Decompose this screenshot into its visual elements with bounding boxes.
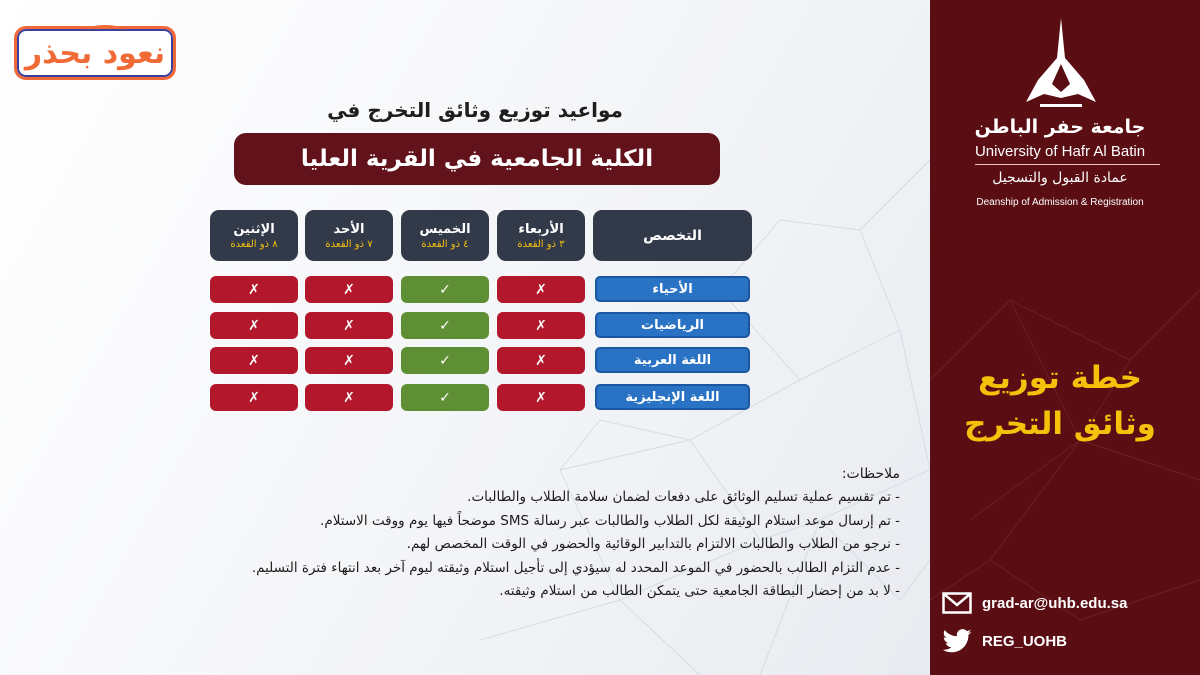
notes-section — [160, 466, 900, 604]
university-emblem-icon — [1026, 18, 1096, 110]
header-day-date: ٣ ذو القعدة — [517, 238, 565, 250]
side-title — [945, 355, 1175, 447]
note-item: - نرجو من الطلاب والطالبات الالتزام بالتدابير الوقائية والحضور في الوقت المخصص لهم. — [406, 536, 900, 552]
status-cell: ✗ — [305, 276, 393, 303]
notes-title: ملاحظات: — [841, 466, 900, 482]
major-english: اللغة الإنجليزية — [595, 384, 750, 410]
header-day-label: الأحد — [333, 221, 365, 237]
header-day-monday — [210, 210, 298, 261]
twitter-handle[interactable]: REG_UOHB — [982, 632, 1068, 650]
status-cell: ✗ — [210, 312, 298, 339]
header-day-date: ٤ ذو القعدة — [421, 238, 469, 250]
twitter-icon — [942, 629, 972, 653]
deanship-name-en: Deanship of Admission & Registration — [976, 197, 1144, 208]
status-cell: ✗ — [305, 384, 393, 411]
schedule-subtitle: مواعيد توزيع وثائق التخرج في — [327, 98, 623, 122]
status-cell: ✗ — [210, 347, 298, 374]
college-banner: الكلية الجامعية في القرية العليا — [234, 133, 720, 185]
status-cell: ✓ — [401, 312, 489, 339]
note-item: - عدم التزام الطالب بالحضور في الموعد المحدد له سيؤدي إلى تأجيل استلام وثيقته ليوم آخر بعد انتهاء فترة التسليم. — [251, 559, 900, 576]
university-name-en: University of Hafr Al Batin — [974, 143, 1146, 160]
campaign-logo — [14, 26, 176, 80]
status-cell: ✓ — [401, 276, 489, 303]
deanship-name-ar: عمادة القبول والتسجيل — [992, 170, 1128, 186]
header-specialization: التخصص — [593, 210, 752, 261]
major-biology: الأحياء — [595, 276, 750, 302]
side-title-line: خطة توزيع — [978, 360, 1142, 396]
header-day-label: الخميس — [419, 221, 471, 237]
email-address[interactable]: grad-ar@uhb.edu.sa — [982, 594, 1128, 612]
header-day-thursday — [401, 210, 489, 261]
status-cell: ✗ — [210, 384, 298, 411]
header-day-date: ٨ ذو القعدة — [230, 238, 278, 250]
header-day-label: الأربعاء — [518, 221, 564, 237]
status-cell: ✗ — [210, 276, 298, 303]
email-contact[interactable] — [942, 592, 1127, 614]
note-item: - تم إرسال موعد استلام الوثيقة لكل الطلاب والطالبات عبر رسالة SMS موضحاً فيها يوم ووقت الاستلام. — [320, 512, 900, 529]
header-day-sunday — [305, 210, 393, 261]
mail-icon — [942, 592, 972, 614]
status-cell: ✗ — [497, 347, 585, 374]
header-day-wednesday — [497, 210, 585, 261]
status-cell: ✗ — [305, 347, 393, 374]
status-cell: ✗ — [497, 384, 585, 411]
header-day-date: ٧ ذو القعدة — [325, 238, 373, 250]
status-cell: ✗ — [497, 276, 585, 303]
major-mathematics: الرياضيات — [595, 312, 750, 338]
status-cell: ✓ — [401, 347, 489, 374]
status-cell: ✗ — [497, 312, 585, 339]
logo-swoosh — [87, 25, 123, 35]
campaign-logo-text: نعود بحذر — [24, 35, 166, 71]
note-item: - تم تقسيم عملية تسليم الوثائق على دفعات لضمان سلامة الطلاب والطالبات. — [467, 489, 900, 505]
status-cell: ✗ — [305, 312, 393, 339]
header-day-label: الإثنين — [233, 221, 275, 237]
side-title-line: وثائق التخرج — [964, 406, 1156, 442]
major-arabic: اللغة العربية — [595, 347, 750, 373]
status-cell: ✓ — [401, 384, 489, 411]
university-name-ar: جامعة حفر الباطن — [974, 116, 1146, 138]
logo-divider — [975, 164, 1160, 165]
twitter-contact[interactable] — [942, 629, 1067, 653]
note-item: - لا بد من إحضار البطاقة الجامعية حتى يتمكن الطالب من استلام وثيقته. — [499, 583, 900, 599]
